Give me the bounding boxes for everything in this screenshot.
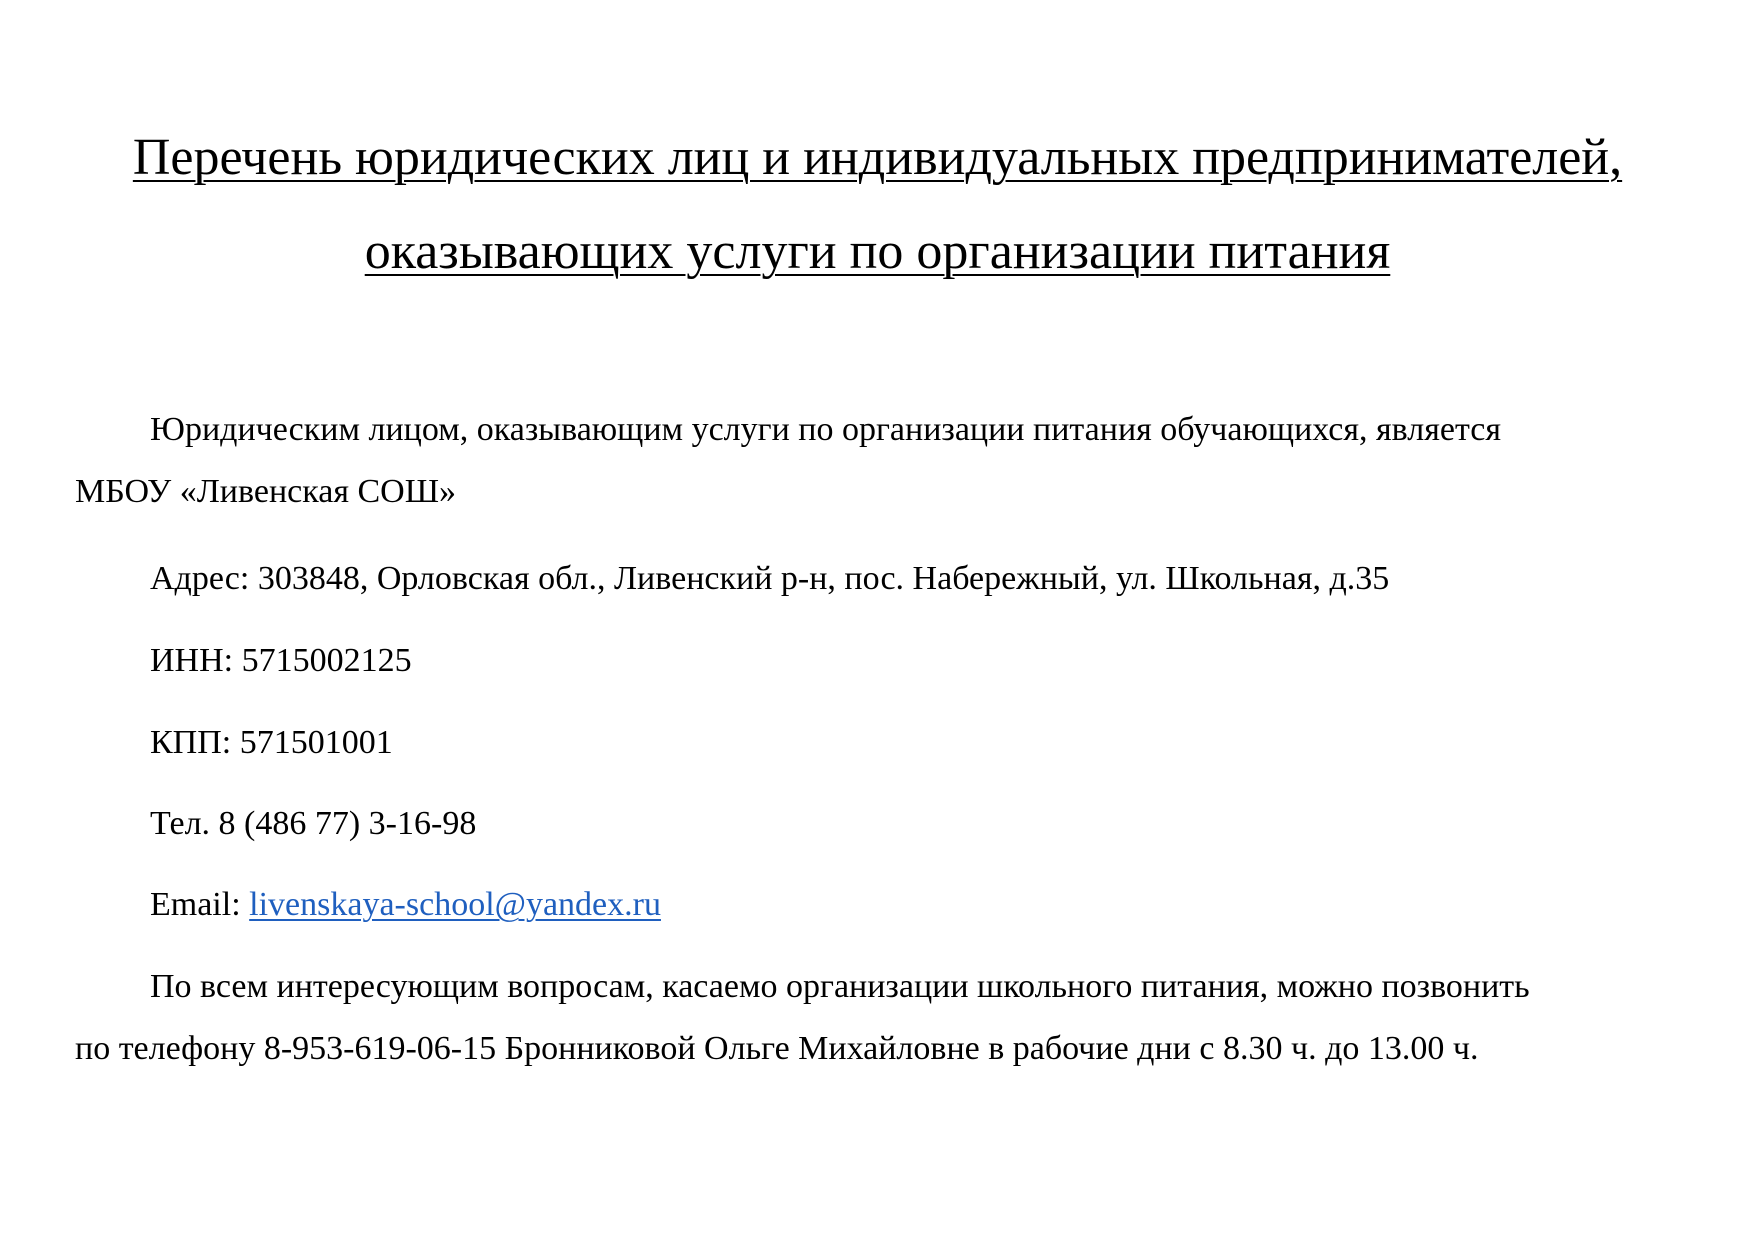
intro-paragraph-line-1: Юридическим лицом, оказывающим услуги по организации питания обучающихся, является [150, 411, 1501, 448]
title-text-2: оказывающих услуги по организации питания [364, 223, 1391, 280]
address-line: Адрес: 303848, Орловская обл., Ливенский р-н, пос. Набережный, ул. Школьная, д.35 [150, 560, 1390, 597]
email-link[interactable]: livenskaya-school@yandex.ru [249, 886, 661, 923]
inn-line: ИНН: 5715002125 [150, 642, 412, 679]
page-title-line-1 [0, 129, 1755, 186]
contact-paragraph-line-2: по телефону 8-953-619-06-15 Бронниковой Ольге Михайловне в рабочие дни с 8.30 ч. до 13.00 ч. [75, 1030, 1479, 1067]
intro-paragraph-line-2: МБОУ «Ливенская СОШ» [75, 473, 456, 510]
contact-paragraph-line-1: По всем интересующим вопросам, касаемо организации школьного питания, можно позвонить [150, 968, 1530, 1005]
email-label: Email: [150, 886, 250, 923]
page-title-line-2 [0, 223, 1755, 280]
email-line [150, 888, 661, 922]
title-text-1: Перечень юридических лиц и индивидуальных предпринимателей, [132, 129, 1623, 186]
phone-line: Тел. 8 (486 77) 3-16-98 [150, 805, 477, 842]
kpp-line: КПП: 571501001 [150, 724, 393, 761]
